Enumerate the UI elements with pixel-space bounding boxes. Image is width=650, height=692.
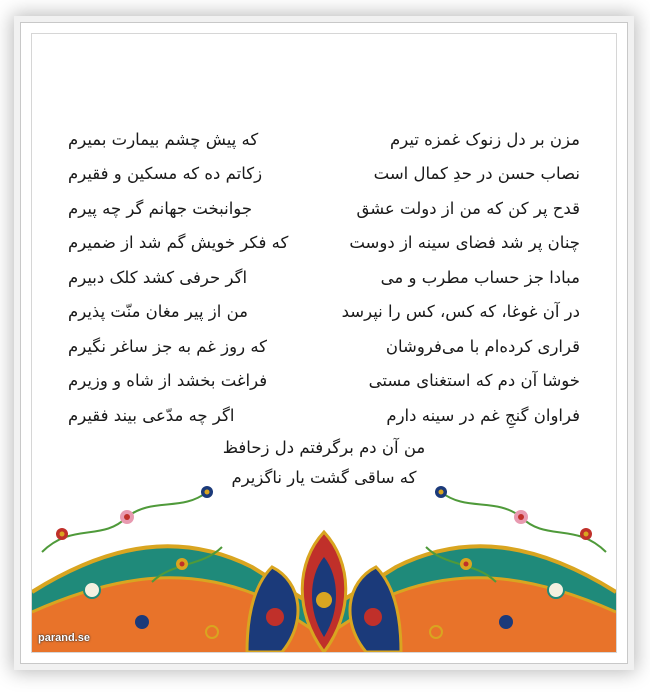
hemistich-right: چنان پر شد فضای سینه از دوست xyxy=(349,233,580,253)
hemistich-left: که روز غم به جز ساغر نگیرم xyxy=(68,336,268,356)
hemistich-right: خوشا آن دم که استغنای مستی xyxy=(368,371,580,391)
hemistich-left: فراغت بخشد از شاه و وزیرم xyxy=(68,371,268,391)
closing-line: من آن دم برگرفتم دل زحافظ xyxy=(222,437,426,457)
poem xyxy=(32,122,616,493)
hemistich-right: فراوان گنجِ غم در سینه دارم xyxy=(386,405,580,425)
couplet xyxy=(32,398,616,433)
couplet xyxy=(32,364,616,399)
hemistich-right: مبادا جز حساب مطرب و می xyxy=(380,267,580,287)
hemistich-left: جوانبخت جهانم گر چه پیرم xyxy=(68,198,253,218)
couplet xyxy=(32,260,616,295)
hemistich-left: اگر حرفی کشد کلک دبیرم xyxy=(68,267,248,287)
couplet xyxy=(32,191,616,226)
closing-line: که ساقی گشت یار ناگزیرم xyxy=(231,467,417,487)
hemistich-right: قدح پر کن که من از دولت عشق xyxy=(356,198,580,218)
hemistich-left: اگر چه مدّعی بیند فقیرم xyxy=(68,405,235,425)
hemistich-right: قراری کرده‌ام با می‌فروشان xyxy=(385,336,580,356)
hemistich-left: من از پیر مغان منّت پذیرم xyxy=(68,302,248,322)
watermark: parand.se xyxy=(38,632,90,644)
picture-frame xyxy=(20,22,628,664)
couplet xyxy=(32,295,616,330)
poem-card xyxy=(31,33,617,653)
hemistich-right: در آن غوغا، که کس، کس را نپرسد xyxy=(341,302,580,322)
hemistich-left: که فکر خویش گم شد از ضمیرم xyxy=(68,233,289,253)
floral-ornament xyxy=(32,472,616,652)
hemistich-right: نصاب حسن در حدِ کمال است xyxy=(373,164,580,184)
couplet xyxy=(32,226,616,261)
couplet xyxy=(32,122,616,157)
couplet xyxy=(32,329,616,364)
hemistich-right: مزن بر دل زنوک غمزه تیرم xyxy=(390,129,580,149)
couplet xyxy=(32,157,616,192)
hemistich-left: زکاتم ده که مسکین و فقیرم xyxy=(68,164,263,184)
hemistich-left: که پیش چشم بیمارت بمیرم xyxy=(68,129,259,149)
